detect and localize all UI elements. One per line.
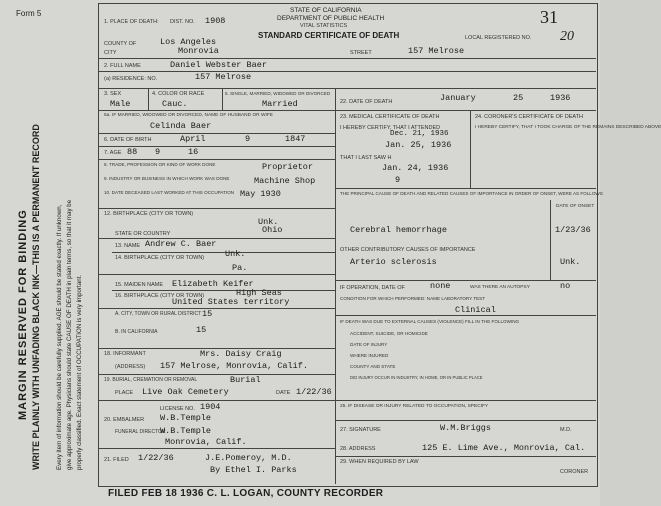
marital: Married [262,99,298,109]
informant-address: 157 Melrose, Monrovia, Calif. [160,361,308,371]
onset-1: 1/23/36 [555,225,591,235]
medical-to: Jan. 25, 1936 [385,140,452,150]
burial-date-label: DATE [276,390,291,396]
city: Monrovia [178,46,219,56]
father-name-label: 13. NAME [115,243,141,249]
mother-state: United States territory [172,297,290,307]
county: Los Angeles [160,37,217,47]
form-number: Form 5 [16,9,42,18]
where-injured-label: WHERE INJURED [350,353,389,358]
filed-date: 1/22/36 [138,453,174,463]
filed-registrar: J.E.Pomeroy, M.D. [205,453,292,463]
street-no: 157 Melrose [408,46,465,56]
birthplace-label: 12. BIRTHPLACE (CITY OR TOWN) [104,211,194,217]
last-seen: Jan. 24, 1936 [382,163,449,173]
sex-label: 3. SEX [104,91,122,97]
embalmer-name: W.B.Temple [160,413,212,423]
margin-instructions-3: properly classified. Exact statement of OCCUPATION is very important. [76,274,83,470]
death-date-label: 22. DATE OF DEATH [340,99,393,105]
cause-label: THE PRINCIPAL CAUSE OF DEATH AND RELATED CAUSES OF IMPORTANCE IN ORDER OF ONSET, WERE AS FOLLOWS [340,191,603,196]
cause-1: Cerebral hemorrhage [350,225,447,235]
license-label: LICENSE NO. [160,406,195,412]
filed-stamp: FILED FEB 18 1936 C. L. LOGAN, COUNTY RECORDER [108,488,384,499]
burial-type: Burial [230,375,261,385]
onset-label: DATE OF ONSET [556,204,595,209]
trade: Proprietor [262,162,314,172]
other-causes-label: OTHER CONTRIBUTORY CAUSES OF IMPORTANCE [340,247,476,253]
father-birthplace-label: 14. BIRTHPLACE (CITY OR TOWN) [115,255,205,261]
embalmer-label: 20. EMBALMER [104,417,145,423]
father-name: Andrew C. Baer [145,239,217,249]
injury-date-label: DATE OF INJURY [350,342,388,347]
informant-address-label: (ADDRESS) [115,364,146,370]
stay-calif: 15 [196,325,207,335]
mother-name-label: 15. MAIDEN NAME [115,282,163,288]
death-month: January [440,93,476,103]
director-name: W.B.Temple [160,426,212,436]
filed-by: By Ethel I. Parks [210,465,297,475]
birth-date-label: 6. DATE OF BIRTH [104,137,152,143]
coroner-cert-label: 24. CORONER'S CERTIFICATE OF DEATH [475,114,584,120]
death-year: 1936 [550,93,571,103]
medical-cert-label: 23. MEDICAL CERTIFICATE OF DEATH [340,114,440,120]
county-state-label: COUNTY AND STATE [350,364,396,369]
mother-birthplace-label: 16. BIRTHPLACE (CITY OR TOWN) [115,293,205,299]
address-label: 28. ADDRESS [340,446,376,452]
age-years: 88 [127,147,138,157]
address-value: 125 E. Lime Ave., Monrovia, Cal. [422,443,586,453]
color: Cauc. [162,99,188,109]
when-required-label: 29. WHEN REQUIRED BY LAW [340,459,419,465]
filed-label: 21. FILED [104,457,129,463]
local-registered-no: 20 [560,29,574,44]
accident-label: ACCIDENT, SUICIDE, OR HOMICIDE [350,331,428,336]
lab: Clinical [455,305,496,315]
spouse: Celinda Baer [150,121,212,131]
coroner-cert-text: I HEREBY CERTIFY, THAT I TOOK CHARGE OF THE REMAINS DESCRIBED ABOVE [475,125,661,130]
stay-city: 15 [202,309,213,319]
external-causes-label: IF DEATH WAS DUE TO EXTERNAL CAUSES (VIOLENCE) FILL IN THE FOLLOWING [340,319,520,324]
industry: Machine Shop [254,176,316,186]
residence-label: (a) RESIDENCE: NO. [104,76,158,82]
burial-place: Live Oak Cemetery [142,387,229,397]
dist-no: 1908 [205,16,226,26]
department-heading: DEPARTMENT OF PUBLIC HEALTH [277,15,385,22]
burial-date: 1/22/36 [296,387,332,397]
birth-day: 9 [245,134,251,144]
operation-label: IF OPERATION, DATE OF [340,285,405,291]
signature-label: 27. SIGNATURE [340,427,381,433]
margin-write-plainly-text: WRITE PLAINLY WITH UNFADING BLACK INK—THIS IS A PERMANENT RECORD [31,124,41,470]
marital-label: 5. SINGLE, MARRIED, WIDOWED OR DIVORCED [225,91,331,96]
license-no: 1904 [200,402,221,412]
stamp-number: 31 [540,7,558,27]
county-label: COUNTY OF [104,41,137,47]
autopsy: no [560,281,571,291]
stay-calif-label: B. IN CALIFORNIA [115,329,158,335]
birth-month: April [180,134,206,144]
onset-2: Unk. [560,257,581,267]
burial-place-label: PLACE [115,390,134,396]
director-label: FUNERAL DIRECTOR [115,429,166,435]
cause-2: Arterio sclerosis [350,257,437,267]
sex: Male [110,99,131,109]
trade-label: 8. TRADE, PROFESSION OR KIND OF WORK DONE [104,162,216,167]
certificate-title: STANDARD CERTIFICATE OF DEATH [258,31,400,40]
lab-label: CONDITION FOR WHICH PERFORMED: NAME LABORATORY TEST [340,296,486,301]
age-label: 7. AGE [104,150,122,156]
spouse-label: 5a. IF MARRIED, WIDOWED OR DIVORCED, NAME OF HUSBAND OR WIFE [104,113,273,118]
birth-year: 1847 [285,134,306,144]
informant-label: 18. INFORMANT [104,351,146,357]
industry-label: 9. INDUSTRY OR BUSINESS IN WHICH WORK WAS DONE [104,176,230,181]
autopsy-label: WAS THERE AN AUTOPSY [470,285,530,290]
medical-certify-text: I HEREBY CERTIFY, THAT I ATTENDED [340,125,441,131]
at-work-label: DID INJURY OCCUR IN INDUSTRY, IN HOME, OR IN PUBLIC PLACE [350,375,483,380]
margin-instructions-2: give approximate age. Physicians should state CAUSE OF DEATH in plain terms, so that it may be [66,199,73,470]
signature-name: W.M.Briggs [440,423,492,433]
full-name-label: 2. FULL NAME [104,63,141,69]
mother-name: Elizabeth Keifer [172,279,254,289]
age-months: 9 [155,147,161,157]
dist-no-label: DIST. NO. [170,19,195,25]
director-address: Monrovia, Calif. [165,437,247,447]
signature-title: M.D. [560,427,572,433]
last-worked: May 1930 [240,189,281,199]
local-registered-no-label: LOCAL REGISTERED NO. [465,35,532,41]
father-state: Pa. [232,263,248,273]
birthplace-city: Unk. [258,217,279,227]
death-time: 9 [395,175,401,185]
birthplace-state-label: STATE OR COUNTRY [115,231,171,237]
margin-binding-text: MARGIN RESERVED FOR BINDING [17,209,29,420]
death-day: 25 [513,93,524,103]
residence: 157 Melrose [195,72,252,82]
vital-statistics-heading: VITAL STATISTICS [300,23,348,29]
medical-from: Dec. 21, 1936 [390,130,449,138]
state-heading: STATE OF CALIFORNIA [290,7,362,14]
margin-instructions-1: Every item of information should be carefully supplied. AGE should be stated exactly. If unknown, [56,204,63,470]
color-label: 4. COLOR OR RACE [152,91,205,97]
coroner-sign-label: CORONER [560,469,589,475]
city-label: CITY [104,50,117,56]
street-label: STREET [350,50,372,56]
father-birthplace: Unk. [225,249,246,259]
mother-birthplace: High Seas [236,288,282,298]
last-worked-label: 10. DATE DECEASED LAST WORKED AT THIS OCCUPATION [104,190,235,195]
age-days: 16 [188,147,199,157]
operation: none [430,281,451,291]
last-seen-label: THAT I LAST SAW H [340,155,392,161]
place-of-death-label: 1. PLACE OF DEATH: [104,19,159,25]
full-name: Daniel Webster Baer [170,60,267,70]
burial-label: 19. BURIAL, CREMATION OR REMOVAL [104,377,198,383]
informant-name: Mrs. Daisy Craig [200,349,282,359]
stay-city-label: A. CITY, TOWN OR RURAL DISTRICT [115,311,202,317]
disability-label: 25. IF DISEASE OR INJURY RELATED TO OCCUPATION, SPECIFY [340,404,489,409]
birthplace-state: Ohio [262,225,283,235]
